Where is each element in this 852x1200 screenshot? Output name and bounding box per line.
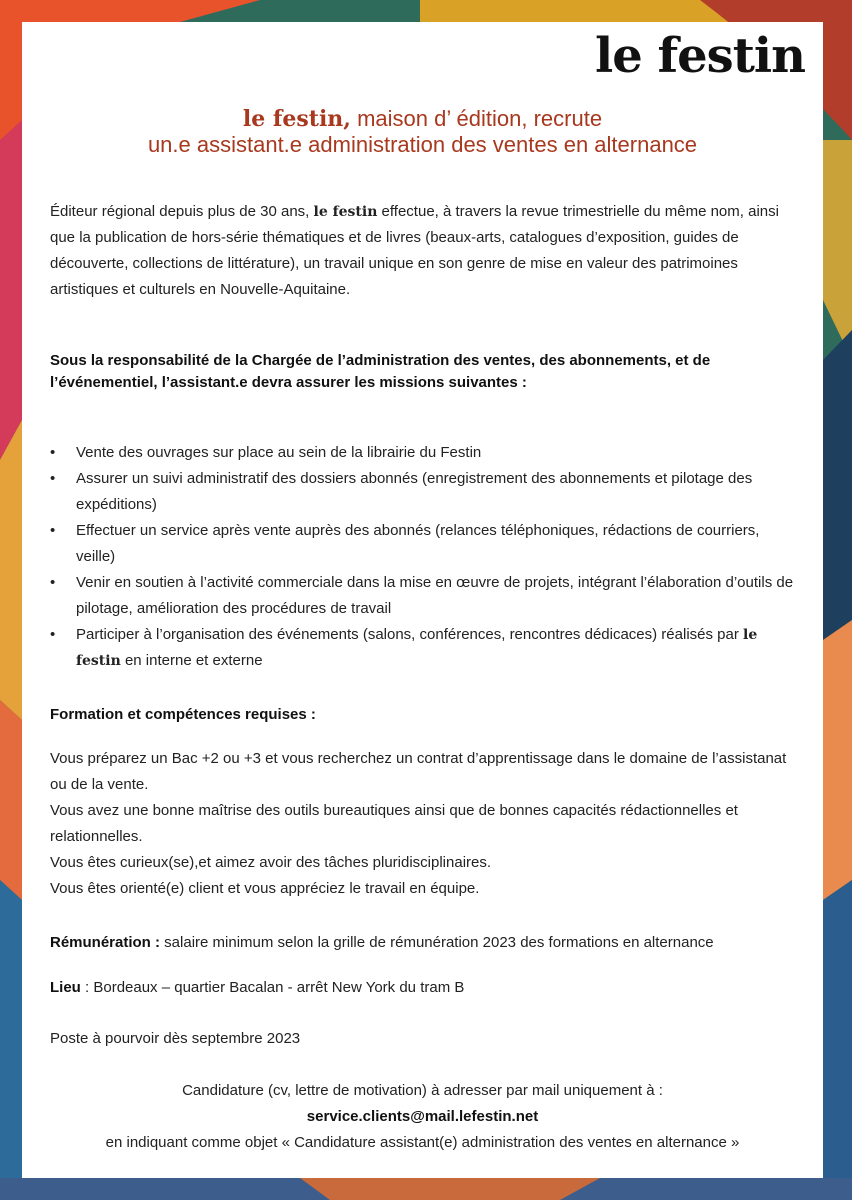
missions-list xyxy=(50,440,795,674)
skills-section xyxy=(50,746,795,902)
mission-brand: le festin xyxy=(76,627,758,669)
responsibility-statement: Sous la responsabilité de la Chargée de l’administration des ventes, des abonnements, et de l’événementiel, l’assistant.e devra assurer les missions suivantes : xyxy=(50,352,711,391)
intro-text-end: effectue, à travers la revue trimestrielle du même nom, ainsi que la publication de hors-série thématiques et de livres (beaux-arts, catalogues d’exposition, guides de découverte, collections de littérature), un travail unique en son genre de mise en valeur des patrimoines artistiques et culturels en Nouvelle-Aquitaine. xyxy=(50,203,779,298)
skill-line: Vous préparez un Bac +2 ou +3 et vous recherchez un contrat d’apprentissage dans le domaine de l’assistanat ou de la vente. xyxy=(50,750,787,793)
remuneration-line xyxy=(50,930,795,956)
mission-text: Effectuer un service après vente auprès des abonnés (relances téléphoniques, rédactions de courriers, veille) xyxy=(76,522,760,565)
skill-line: Vous êtes curieux(se),et aimez avoir des tâches pluridisciplinaires. xyxy=(50,854,492,871)
list-item xyxy=(50,622,795,674)
mission-text: Assurer un suivi administratif des dossiers abonnés (enregistrement des abonnements et pilotage des expéditions) xyxy=(76,470,753,513)
page-heading xyxy=(22,106,823,158)
application-line1: Candidature (cv, lettre de motivation) à adresser par mail uniquement à : xyxy=(182,1082,663,1099)
skill-line: Vous avez une bonne maîtrise des outils bureautiques ainsi que de bonnes capacités rédactionnelles et relationnelles. xyxy=(50,802,738,845)
heading-brand: le festin, xyxy=(242,106,351,132)
application-instructions xyxy=(22,1078,823,1156)
bullet-icon: • xyxy=(50,626,56,643)
bullet-icon: • xyxy=(50,470,56,487)
skill-line: Vous êtes orienté(e) client et vous appréciez le travail en équipe. xyxy=(50,880,480,897)
job-posting-page xyxy=(22,22,823,1178)
heading-line1: maison d’ édition, recrute xyxy=(350,106,603,131)
bullet-icon: • xyxy=(50,522,56,539)
mission-text: Participer à l’organisation des événements (salons, conférences, rencontres dédicaces) réalisés par xyxy=(76,626,744,643)
heading-line2: un.e assistant.e administration des ventes en alternance xyxy=(147,132,698,157)
mission-text: Venir en soutien à l’activité commerciale dans la mise en œuvre de projets, intégrant l’élaboration d’outils de pilotage, amélioration des procédures de travail xyxy=(76,574,794,617)
intro-brand: le festin xyxy=(313,204,378,220)
remuneration-text: salaire minimum selon la grille de rémunération 2023 des formations en alternance xyxy=(160,934,714,951)
application-email-link[interactable]: service.clients@mail.lefestin.net xyxy=(306,1108,539,1125)
location-label: Lieu xyxy=(50,979,81,996)
le-festin-logo: le festin xyxy=(595,28,805,84)
intro-text-start: Éditeur régional depuis plus de 30 ans, xyxy=(50,203,314,220)
list-item xyxy=(50,466,795,518)
location-text: : Bordeaux – quartier Bacalan - arrêt New York du tram B xyxy=(80,979,465,996)
bullet-icon: • xyxy=(50,444,56,461)
mission-text-end: en interne et externe xyxy=(120,652,263,669)
location-line xyxy=(50,975,795,1001)
intro-paragraph xyxy=(50,199,795,303)
formation-title: Formation et compétences requises : xyxy=(50,706,316,723)
list-item xyxy=(50,440,795,466)
start-date-line: Poste à pourvoir dès septembre 2023 xyxy=(50,1030,301,1047)
list-item xyxy=(50,518,795,570)
list-item xyxy=(50,570,795,622)
application-line3: en indiquant comme objet « Candidature assistant(e) administration des ventes en alternance » xyxy=(105,1134,740,1151)
bullet-icon: • xyxy=(50,574,56,591)
mission-text: Vente des ouvrages sur place au sein de la librairie du Festin xyxy=(76,444,482,461)
remuneration-label: Rémunération : xyxy=(50,934,161,951)
